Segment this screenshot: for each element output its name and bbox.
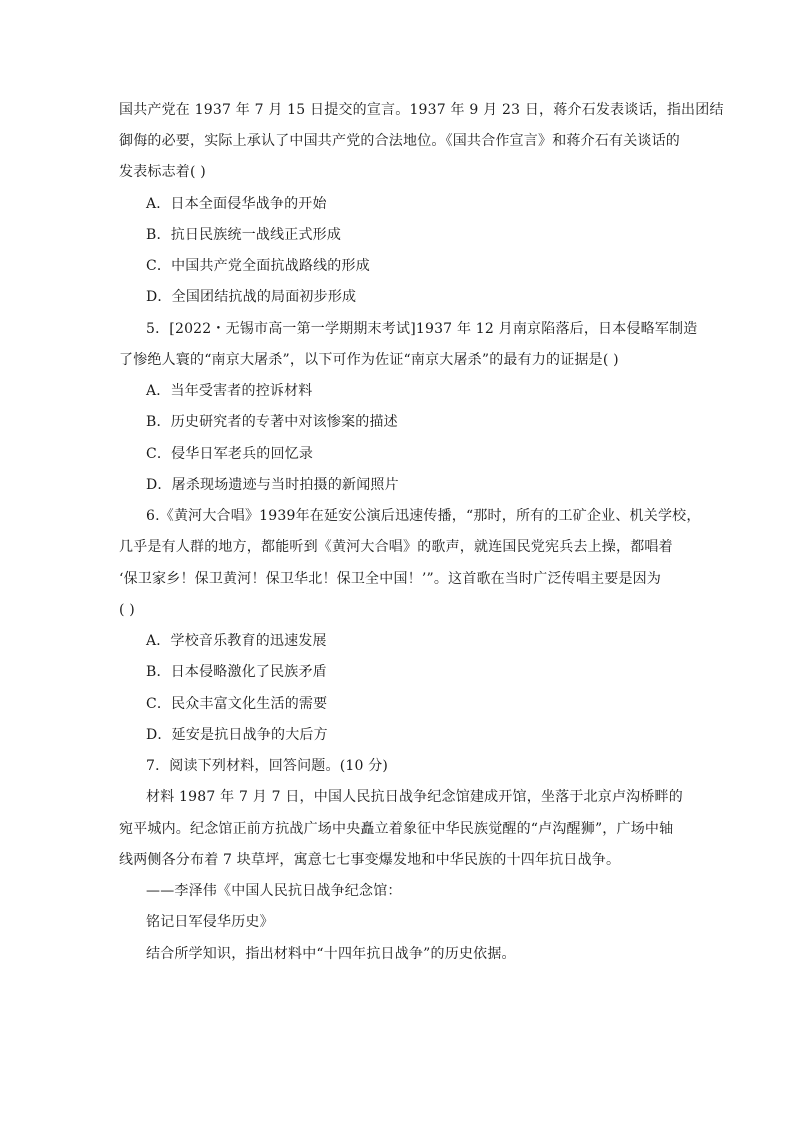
q5-option-c: C．侵华日军老兵的回忆录 [146,446,314,462]
q7-question: 结合所学知识，指出材料中“十四年抗日战争”的历史依据。 [146,946,516,962]
q6-line-3: ‘保卫家乡！保卫黄河！保卫华北！保卫全中国！’”。这首歌在当时广泛传唱主要是因为 [119,571,662,587]
intro-line-3: 发表标志着( ) [119,164,206,180]
q6-option-b: B．日本侵略激化了民族矛盾 [146,664,327,680]
q4-option-d: D．全国团结抗战的局面初步形成 [146,289,357,305]
q7-material-line-1: 材料 1987 年 7 月 7 日，中国人民抗日战争纪念馆建成开馆，坐落于北京卢沟桥畔的 [146,789,683,805]
intro-line-1: 国共产党在 1937 年 7 月 15 日提交的宣言。1937 年 9 月 23 日，蒋介石发表谈话，指出团结 [119,102,724,118]
q5-option-b: B．历史研究者的专著中对该惨案的描述 [146,414,398,430]
q7-header: 7．阅读下列材料，回答问题。(10 分) [146,758,389,774]
intro-line-2: 御侮的必要，实际上承认了中国共产党的合法地位。《国共合作宣言》和蒋介石有关谈话的 [119,133,680,149]
q7-material-line-2: 宛平城内。纪念馆正前方抗战广场中央矗立着象征中华民族觉醒的“卢沟醒狮”，广场中轴 [119,821,674,837]
q5-option-a: A．当年受害者的控诉材料 [146,383,313,399]
q4-option-b: B．抗日民族统一战线正式形成 [146,227,342,243]
q6-option-a: A．学校音乐教育的迅速发展 [146,633,327,649]
q6-line-4: ( ) [119,602,135,618]
q5-line-1: 5．[2022・无锡市高一第一学期期末考试]1937 年 12 月南京陷落后，日本侵略军制造 [146,321,698,337]
q4-option-a: A．日本全面侵华战争的开始 [146,196,327,212]
q4-option-c: C．中国共产党全面抗战路线的形成 [146,258,370,274]
q7-material-line-3: 线两侧各分布着 7 块草坪，寓意七七事变爆发地和中华民族的十四年抗日战争。 [119,852,621,868]
q6-line-1: 6.《黄河大合唱》1939年在延安公演后迅速传播，“那时，所有的工矿企业、机关学校， [146,508,701,524]
q5-line-2: 了惨绝人寰的“南京大屠杀”，以下可作为佐证“南京大屠杀”的最有力的证据是( ) [119,352,619,368]
q7-source-line-2: 铭记日军侵华历史》 [146,914,274,930]
q6-line-2: 几乎是有人群的地方，都能听到《黄河大合唱》的歌声，就连国民党宪兵去上操，都唱着 [119,539,673,555]
q6-option-d: D．延安是抗日战争的大后方 [146,727,328,743]
q7-source-line-1: ——李泽伟《中国人民抗日战争纪念馆： [146,883,402,899]
q6-option-c: C．民众丰富文化生活的需要 [146,696,328,712]
q5-option-d: D．屠杀现场遗迹与当时拍摄的新闻照片 [146,477,399,493]
